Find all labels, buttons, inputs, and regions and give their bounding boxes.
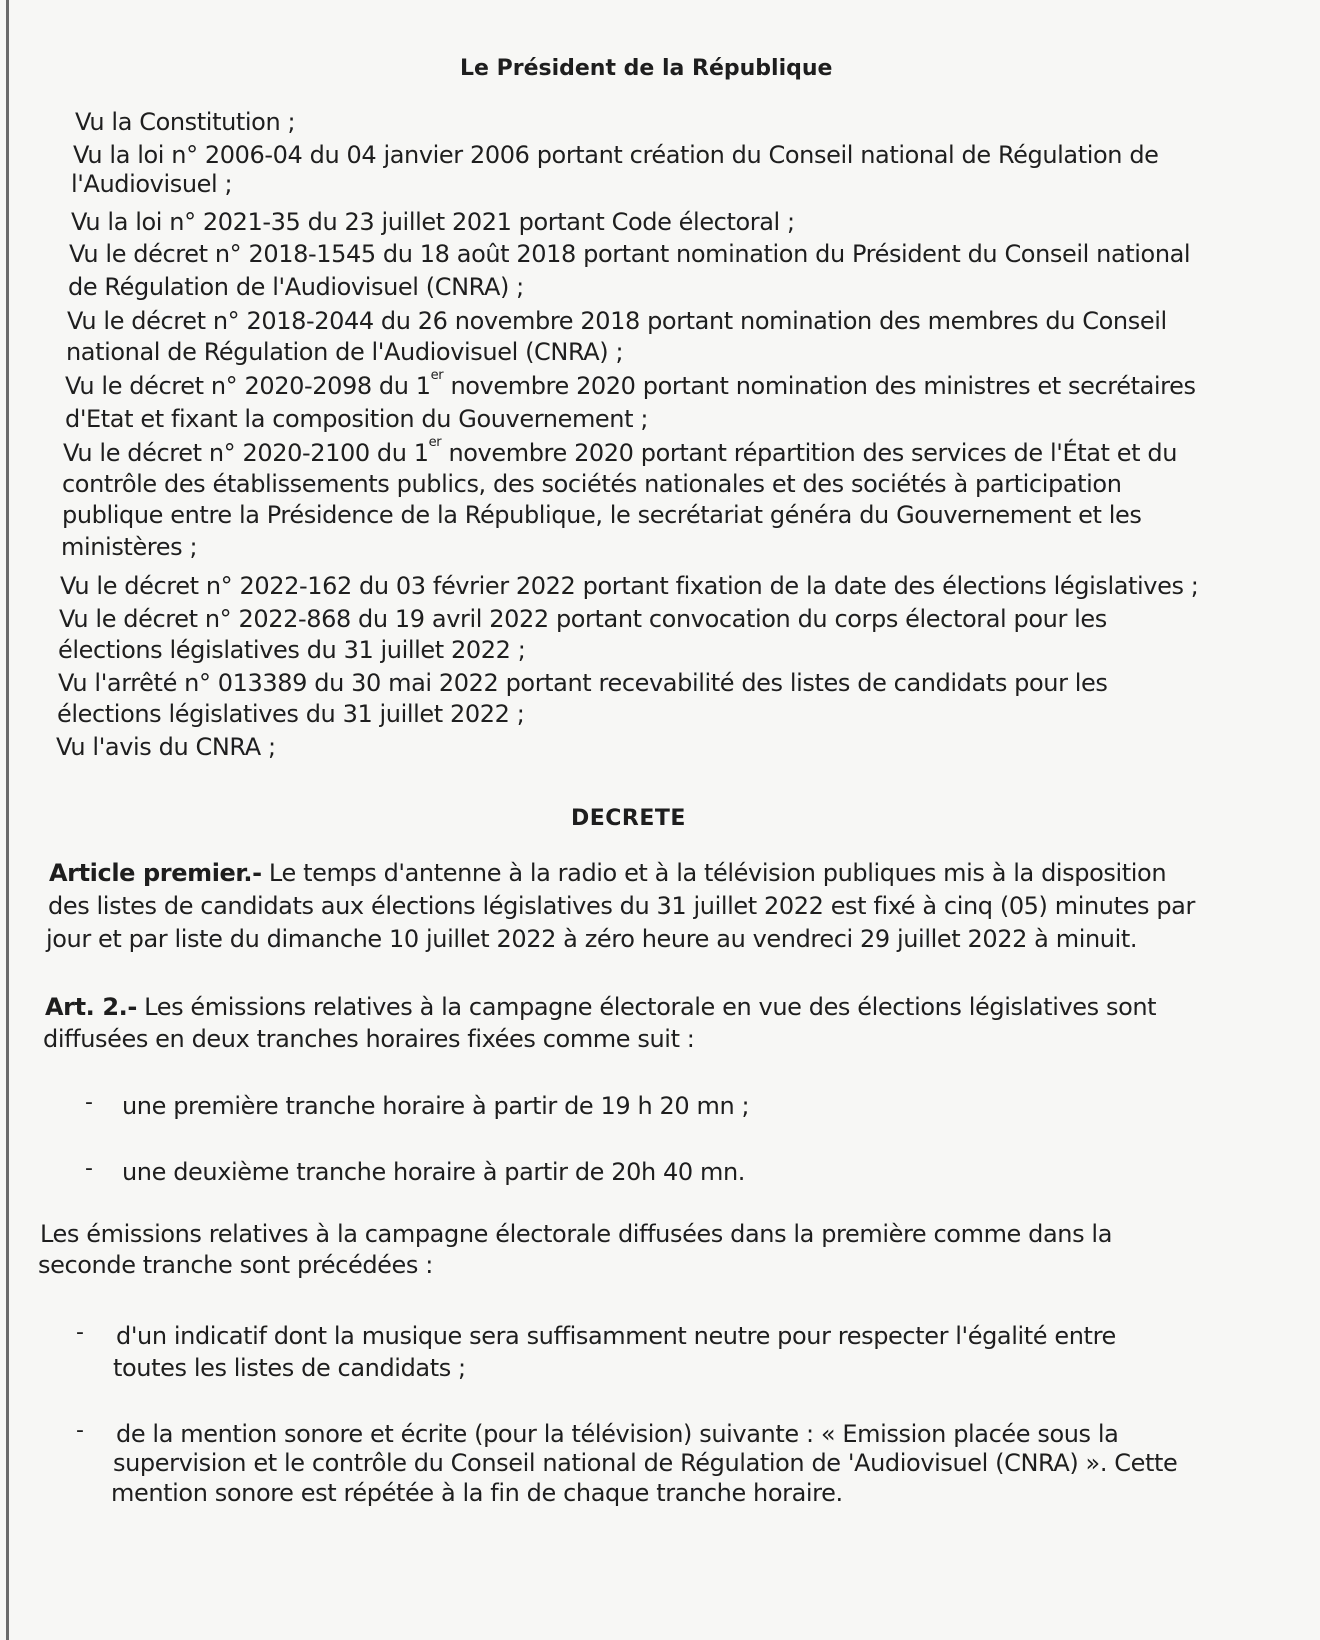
visa-line: publique entre la Présidence de la République, le secrétariat généra du Gouvernement et les <box>62 501 1142 529</box>
visa-line: national de Régulation de l'Audiovisuel (CNRA) ; <box>66 338 624 366</box>
list-item: mention sonore est répétée à la fin de chaque tranche horaire. <box>111 1479 843 1507</box>
visa-line: l'Audiovisuel ; <box>71 170 233 198</box>
list-item: de la mention sonore et écrite (pour la télévision) suivante : « Emission placée sous la <box>116 1420 1119 1448</box>
visa-line: Vu le décret n° 2022-868 du 19 avril 2022 portant convocation du corps électoral pour les <box>59 605 1107 633</box>
paragraph-line: Les émissions relatives à la campagne électorale diffusées dans la première comme dans la <box>40 1220 1112 1248</box>
article-1-line: des listes de candidats aux élections législatives du 31 juillet 2022 est fixé à cinq (05) minutes par <box>48 892 1195 920</box>
document-title: Le Président de la République <box>460 56 833 81</box>
list-item: toutes les listes de candidats ; <box>113 1354 466 1382</box>
visa-line: d'Etat et fixant la composition du Gouvernement ; <box>65 405 649 433</box>
article-2-line <box>45 993 1156 1021</box>
visa-line <box>63 435 1178 467</box>
article-1-text: Le temps d'antenne à la radio et à la télévision publiques mis à la disposition <box>261 859 1167 887</box>
visa-line <box>65 368 1196 400</box>
decrete-heading: DECRETE <box>571 806 686 831</box>
visa-line: élections législatives du 31 juillet 2022 ; <box>57 700 525 728</box>
list-dash: - <box>85 1156 93 1181</box>
list-item: d'un indicatif dont la musique sera suffisamment neutre pour respecter l'égalité entre <box>116 1322 1116 1350</box>
page-edge <box>6 0 9 1640</box>
paragraph-line: seconde tranche sont précédées : <box>38 1251 433 1279</box>
visa-line: Vu la Constitution ; <box>75 108 296 136</box>
list-item: une deuxième tranche horaire à partir de 20h 40 mn. <box>122 1158 746 1186</box>
visa-line: Vu la loi n° 2006-04 du 04 janvier 2006 portant création du Conseil national de Régulation de <box>73 141 1159 169</box>
article-2-label: Art. 2.- <box>45 993 137 1021</box>
superscript: er <box>430 368 444 383</box>
visa-line: Vu le décret n° 2022-162 du 03 février 2022 portant fixation de la date des élections législatives ; <box>60 572 1199 600</box>
visa-line: Vu l'arrêté n° 013389 du 30 mai 2022 portant recevabilité des listes de candidats pour les <box>58 669 1108 697</box>
visa-line: élections législatives du 31 juillet 2022 ; <box>58 636 526 664</box>
list-item: une première tranche horaire à partir de 19 h 20 mn ; <box>122 1092 750 1120</box>
visa-text: Vu le décret n° 2020-2098 du 1 <box>65 372 431 400</box>
visa-line: Vu l'avis du CNRA ; <box>56 733 276 761</box>
superscript: er <box>428 435 442 450</box>
list-item: supervision et le contrôle du Conseil national de Régulation de 'Audiovisuel (CNRA) ». Cette <box>113 1449 1178 1477</box>
article-2-text: Les émissions relatives à la campagne électorale en vue des élections législatives sont <box>136 993 1157 1021</box>
article-1-line <box>49 859 1166 887</box>
article-1-line: jour et par liste du dimanche 10 juillet 2022 à zéro heure au vendreci 29 juillet 2022 à minuit. <box>46 925 1138 953</box>
list-dash: - <box>76 1418 84 1443</box>
visa-text: novembre 2020 portant nomination des ministres et secrétaires <box>450 372 1196 400</box>
visa-line: ministères ; <box>61 533 198 561</box>
visa-line: contrôle des établissements publics, des sociétés nationales et des sociétés à participation <box>62 470 1122 498</box>
article-1-label: Article premier.- <box>49 859 262 887</box>
visa-line: Vu le décret n° 2018-2044 du 26 novembre 2018 portant nomination des membres du Conseil <box>67 307 1167 335</box>
visa-line: Vu le décret n° 2018-1545 du 18 août 2018 portant nomination du Président du Conseil national <box>69 240 1191 268</box>
visa-line: de Régulation de l'Audiovisuel (CNRA) ; <box>68 273 524 301</box>
visa-line: Vu la loi n° 2021-35 du 23 juillet 2021 portant Code électoral ; <box>71 208 795 236</box>
visa-text: novembre 2020 portant répartition des services de l'État et du <box>448 439 1178 467</box>
visa-text: Vu le décret n° 2020-2100 du 1 <box>63 439 429 467</box>
list-dash: - <box>85 1090 93 1115</box>
article-2-line: diffusées en deux tranches horaires fixées comme suit : <box>43 1025 695 1053</box>
list-dash: - <box>76 1320 84 1345</box>
